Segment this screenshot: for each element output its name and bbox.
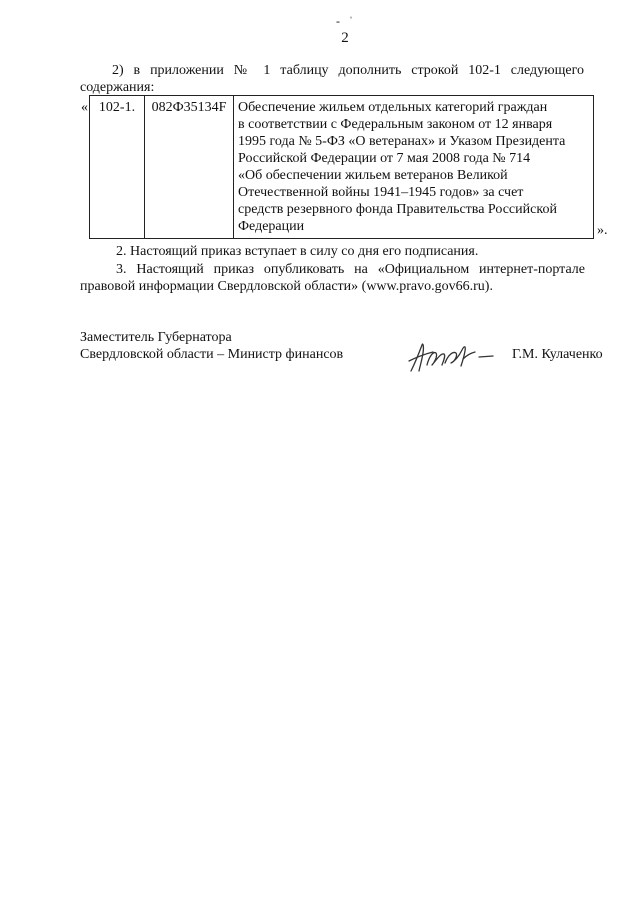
description-line: «Об обеспечении жильем ветеранов Великой xyxy=(238,168,508,183)
description-line: Отечественной войны 1941–1945 годов» за счет xyxy=(238,185,524,200)
paragraph-3: 2. Настоящий приказ вступает в силу со дня его подписания. xyxy=(116,244,479,259)
description-line: Обеспечение жильем отдельных категорий граждан xyxy=(238,100,548,115)
row-number-cell: 102-1. xyxy=(90,96,145,239)
handwritten-signature-icon xyxy=(405,335,497,375)
paragraph-4-line-2: правовой информации Свердловской области» (www.pravo.gov66.ru). xyxy=(80,279,493,294)
signer-position-line-2: Свердловской области – Министр финансов xyxy=(80,347,344,362)
page-number: 2 xyxy=(341,30,349,46)
description-line: Федерации xyxy=(238,219,305,234)
paragraph-2-line-1: 2) в приложении № 1 таблицу дополнить строкой 102-1 следующего xyxy=(112,63,584,78)
table-open-quote: « xyxy=(81,100,88,115)
description-line: 1995 года № 5-ФЗ «О ветеранах» и Указом Президента xyxy=(238,134,566,149)
page-top-marks: ‐ ˈ xyxy=(336,14,356,28)
table-close-quote: ». xyxy=(597,223,608,238)
signer-position-line-1: Заместитель Губернатора xyxy=(80,330,232,345)
signer-name: Г.М. Кулаченко xyxy=(512,347,603,362)
paragraph-2-line-2: содержания: xyxy=(80,80,155,95)
table-row xyxy=(90,96,594,239)
description-line: средств резервного фонда Правительства Российской xyxy=(238,202,557,217)
description-line: Российской Федерации от 7 мая 2008 года № 714 xyxy=(238,151,531,166)
description-line: в соответствии с Федеральным законом от 12 января xyxy=(238,117,553,132)
appendix-table-row xyxy=(89,95,594,239)
row-code-cell: 082Ф35134F xyxy=(145,96,234,239)
row-description-cell xyxy=(234,96,594,239)
paragraph-4-line-1: 3. Настоящий приказ опубликовать на «Официальном интернет-портале xyxy=(116,262,585,277)
